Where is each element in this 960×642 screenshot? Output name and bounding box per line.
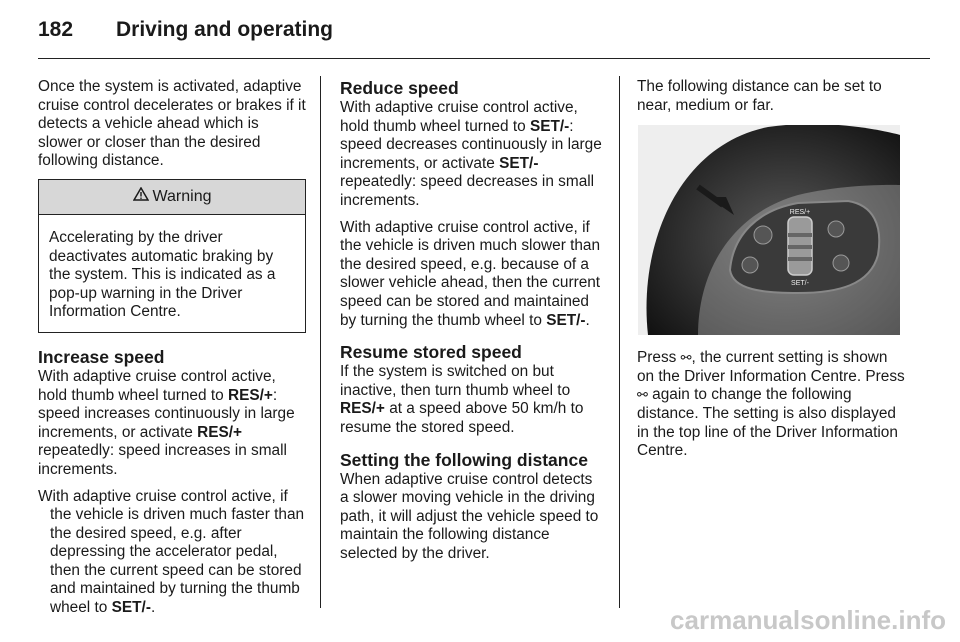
- warning-text: Accelerating by the driver deactivates automatic braking by the system. This is indicated as a pop-up warning in the Driver Information Centre.: [49, 228, 276, 321]
- steering-wheel-photo: [638, 125, 900, 335]
- distance-options-paragraph: The following distance can be set to near, medium or far.: [637, 78, 882, 114]
- header-rule: [38, 58, 930, 59]
- res-button-label: RES/+: [789, 209, 811, 217]
- reduce-paragraph-2: With adaptive cruise control active, if the vehicle is driven much slower than the desired speed, e.g. because of a slower vehicle ahead, then the current speed can be stored and maintained by turning the thumb wheel to SET/-.: [340, 218, 601, 329]
- reduce-speed-heading: Reduce speed: [340, 78, 459, 98]
- resume-speed-heading: Resume stored speed: [340, 342, 522, 363]
- column-2: [340, 78, 604, 571]
- intro-paragraph: Once the system is activated, adaptive cruise control decelerates or brakes if it detects a vehicle ahead which is slower or closer than the desired following distance.: [38, 78, 306, 170]
- distance-button-icon: ⚯: [637, 387, 648, 403]
- press-distance-paragraph: Press ⚯, the current setting is shown on the Driver Information Centre. Press ⚯ again to change the following distance. The setting is also displayed in the top line of the Driver Information Centre.: [637, 349, 905, 460]
- warning-box: [38, 179, 306, 333]
- set-button-label: SET/-: [791, 280, 809, 288]
- warning-header: [39, 180, 305, 215]
- resume-paragraph: If the system is switched on but inactive, then turn thumb wheel to RES/+ at a speed above 50 km/h to resume the stored speed.: [340, 363, 584, 436]
- reduce-paragraph-1: With adaptive cruise control active, hold thumb wheel turned to SET/-: speed decreases continuously in large increments, or activate SET/- repeatedly: speed decreases in small increments.: [340, 99, 602, 209]
- column-divider-2: [619, 76, 620, 608]
- column-1: [38, 78, 306, 626]
- increase-speed-heading: Increase speed: [38, 346, 165, 367]
- column-3: [637, 78, 905, 469]
- column-divider-1: [320, 76, 321, 608]
- warning-title: Warning: [152, 187, 212, 205]
- following-distance-heading: Setting the following distance: [340, 449, 588, 470]
- page-title: Driving and operating: [116, 18, 334, 41]
- following-distance-paragraph: When adaptive cruise control detects a slower moving vehicle in the driving path, it will adjust the vehicle speed to maintain the following distance selected by the driver.: [340, 470, 599, 562]
- distance-button-icon: ⚯: [680, 350, 692, 366]
- page-header: [38, 18, 333, 42]
- increase-paragraph-2: With adaptive cruise control active, if the vehicle is driven much faster than the desired speed, e.g. after depressing the accelerator pedal, then the current speed can be stored and maintained by turning the thumb wheel to SET/-.: [38, 487, 305, 617]
- page-number: 182: [38, 18, 74, 41]
- warning-triangle-icon: [133, 180, 149, 214]
- watermark: carmanualsonline.info: [670, 605, 946, 635]
- increase-paragraph-1: With adaptive cruise control active, hold thumb wheel turned to RES/+: speed increases continuously in large increments, or activate RES/+ repeatedly: speed increases in small increments.: [38, 367, 295, 478]
